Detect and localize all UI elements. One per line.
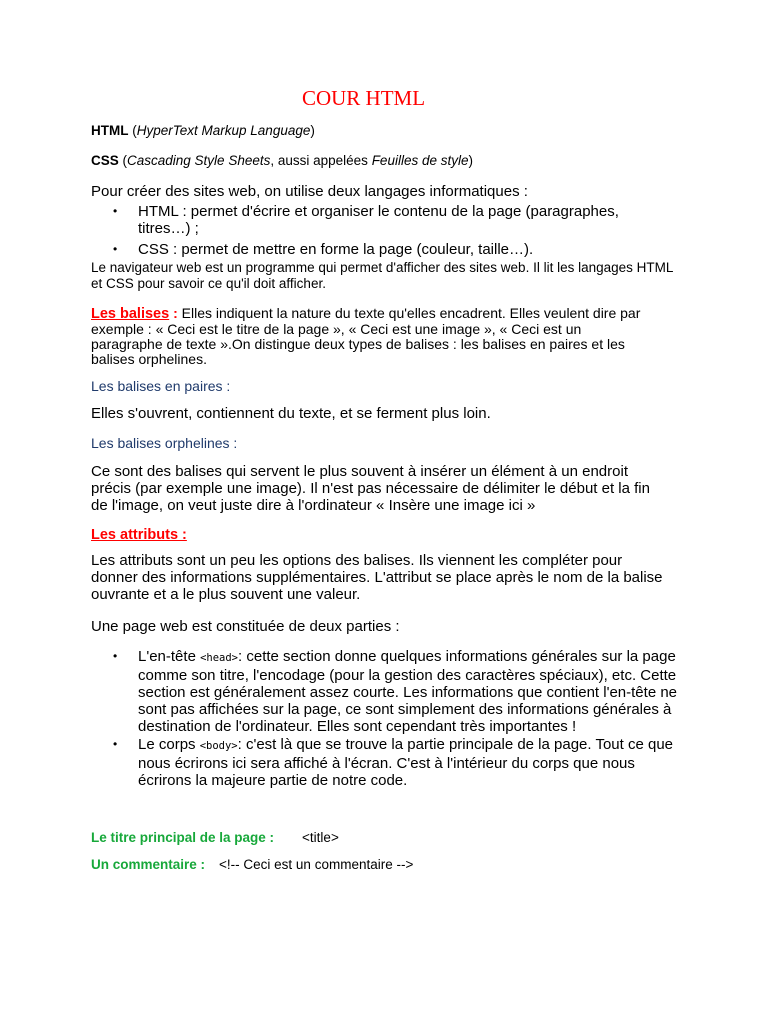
css-abbr: CSS: [91, 153, 119, 168]
paires-text: Elles s'ouvrent, contiennent du texte, et se ferment plus loin.: [91, 405, 491, 422]
head-tag-code: <head>: [200, 652, 239, 664]
page-title: COUR HTML: [301, 86, 426, 110]
balises-colon: :: [169, 305, 182, 321]
parts-intro: Une page web est constituée de deux parties :: [91, 618, 400, 635]
comment-label: Un commentaire: [91, 857, 197, 872]
orphelines-heading: Les balises orphelines :: [91, 435, 238, 451]
comment-value: <!-- Ceci est un commentaire -->: [219, 857, 414, 872]
part-body-label: Le corps: [138, 736, 200, 753]
part-head: [91, 648, 678, 735]
title-tag-colon: :: [265, 830, 275, 845]
intro-text: Pour créer des sites web, on utilise deux langages informatiques :: [91, 183, 528, 200]
css-expansion: Cascading Style Sheets: [127, 153, 271, 168]
balises-heading: Les balises: [91, 306, 170, 322]
html-abbr: HTML: [91, 123, 129, 138]
title-tag-value: <title>: [302, 830, 339, 845]
part-head-text: : cette section donne quelques informations générales sur la page comme son titre, l'encodage (pour la gestion des caractères spéciaux), etc. Cette section est généralement assez courte. Les informations que contient l'en-tête ne sont pas affichées sur la page, ce sont simplement des informations générales à destination de l'ordinateur. Elles sont cependant très importantes !: [138, 648, 678, 735]
balises-text: Elles indiquent la nature du texte qu'elles encadrent. Elles veulent dire par exemple : « Ceci est le titre de la page », « Ceci est une image », « Ceci est un paragraphe de texte ».On distingue deux types de balises : les balises en paires et les balises orphelines.: [91, 305, 641, 367]
part-head-label: L'en-tête: [138, 648, 201, 665]
bullet-css: • CSS : permet de mettre en forme la page (couleur, taille…).: [91, 241, 681, 258]
comment-line: [91, 857, 413, 872]
css-alt-name: Feuilles de style: [371, 153, 469, 168]
title-tag-label: Le titre principal de la page: [91, 830, 266, 845]
intro-bullet-list: [91, 203, 681, 258]
attributs-heading: Les attributs :: [91, 527, 187, 543]
body-tag-code: <body>: [199, 740, 238, 752]
bullet-html: • HTML : permet d'écrire et organiser le contenu de la page (paragraphes, titres…) ;: [91, 203, 658, 237]
paires-heading: Les balises en paires :: [91, 378, 231, 394]
paren-close: ): [468, 153, 473, 168]
orphelines-text: Ce sont des balises qui servent le plus souvent à insérer un élément à un endroit précis (par exemple une image). Il n'est pas nécessaire de délimiter le début et la fin de l'image, on veut juste dire à l'ordinateur « Insère une image ici »: [91, 463, 650, 514]
browser-text: Le navigateur web est un programme qui permet d'afficher des sites web. Il lit les langages HTML et CSS pour savoir ce qu'il doit afficher.: [91, 260, 673, 291]
paren-close: ): [310, 123, 315, 138]
balises-paragraph: [91, 306, 651, 367]
paren-open: (: [118, 153, 128, 168]
paren-open: (: [128, 123, 137, 138]
html-definition: [91, 123, 315, 139]
part-body: [91, 736, 678, 789]
css-definition: [91, 153, 473, 169]
parts-list: [91, 648, 681, 789]
css-mid: , aussi appelées: [270, 153, 372, 168]
part-body-text: : c'est là que se trouve la partie principale de la page. Tout ce que nous écrirons ici sera affiché à l'écran. C'est à l'intérieur du corps que nous écrirons la majeure partie de notre code.: [138, 736, 674, 789]
comment-colon: :: [196, 857, 206, 872]
title-tag-line: [91, 830, 339, 845]
attributs-text: Les attributs sont un peu les options des balises. Ils viennent les compléter pour donner des informations supplémentaires. L'attribut se place après le nom de la balise ouvrante et a le plus souvent une valeur.: [91, 552, 663, 603]
html-expansion: HyperText Markup Language: [136, 123, 311, 138]
